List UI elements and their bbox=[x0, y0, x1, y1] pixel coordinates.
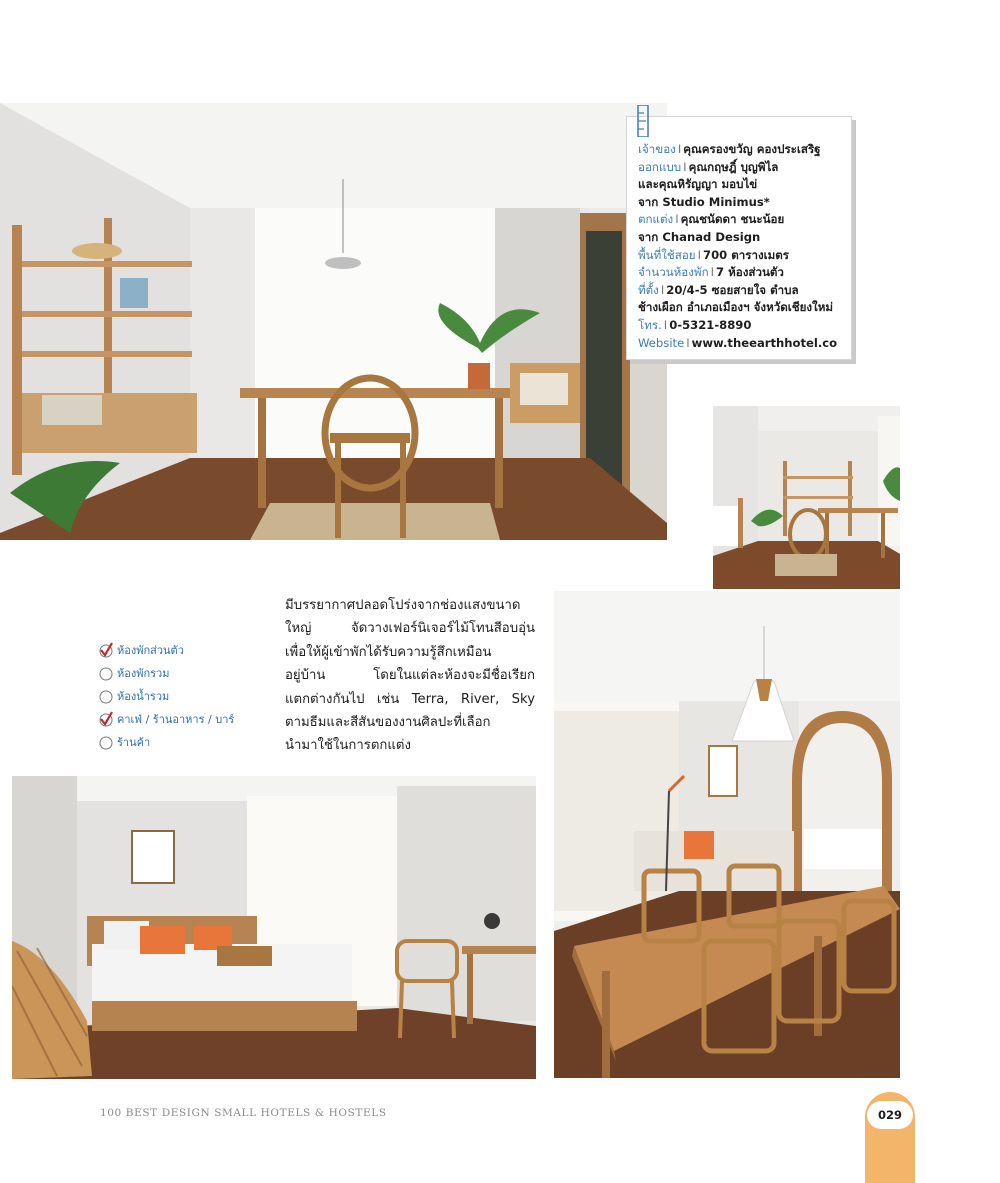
info-row-address: ที่ตั้ง I 20/4-5 ซอยสายใจ ตำบล bbox=[638, 282, 799, 297]
book-title-footer: 100 BEST DESIGN SMALL HOTELS & HOSTELS bbox=[100, 1107, 387, 1119]
photo-room-thumbnail bbox=[713, 406, 900, 589]
info-row-design-studio: จาก Studio Minimus* bbox=[638, 194, 770, 209]
checklist-item-dorm: ห้องพักรวม bbox=[98, 661, 234, 684]
photo-bedroom bbox=[12, 776, 536, 1079]
photo-study-room bbox=[0, 103, 667, 540]
info-row-design-cont: และคุณหิรัญญา มอบไข่ bbox=[638, 177, 758, 192]
checklist-item-cafe: คาเฟ่ / ร้านอาหาร / บาร์ bbox=[98, 707, 234, 730]
info-row-address-cont: ช้างเผือก อำเภอเมืองฯ จังหวัดเชียงใหม่ bbox=[638, 300, 833, 315]
checkbox-empty-icon bbox=[98, 734, 114, 750]
paragraph-line: ใหญ่ จัดวางเฟอร์นิเจอร์ไม้โทนสีอบอุ่น bbox=[285, 621, 535, 637]
photo-dining-room bbox=[554, 591, 900, 1078]
page-number: 029 bbox=[867, 1101, 913, 1129]
facility-checklist bbox=[98, 638, 234, 753]
checkbox-checked-icon bbox=[98, 711, 114, 727]
hotel-info-box bbox=[626, 116, 852, 360]
checkbox-checked-icon bbox=[98, 642, 114, 658]
paragraph-line: แตกต่างกันไป เช่น Terra, River, Sky bbox=[285, 691, 535, 707]
info-row-decor: ตกแต่ง I คุณชนัดดา ชนะน้อย bbox=[638, 212, 785, 227]
checklist-item-shared-bathroom: ห้องน้ำรวม bbox=[98, 684, 234, 707]
info-row-area: พื้นที่ใช้สอย I 700 ตารางเมตร bbox=[638, 247, 790, 262]
checklist-item-shop: ร้านค้า bbox=[98, 730, 234, 753]
ruler-icon bbox=[637, 105, 649, 137]
paragraph-line: มีบรรยากาศปลอดโปร่งจากช่องแสงขนาด bbox=[285, 598, 521, 613]
info-row-decor-studio: จาก Chanad Design bbox=[638, 229, 761, 244]
paragraph-line: ตามธีมและสีสันของงานศิลปะที่เลือก bbox=[285, 715, 491, 731]
info-row-phone: โทร. I 0-5321-8890 bbox=[638, 317, 752, 332]
paragraph-line: อยู่บ้าน โดยในแต่ละห้องจะมีชื่อเรียก bbox=[285, 668, 535, 684]
checkbox-empty-icon bbox=[98, 688, 114, 704]
info-row-website: Website I www.theearthhotel.co bbox=[638, 335, 838, 350]
info-row-rooms: จำนวนห้องพัก I 7 ห้องส่วนตัว bbox=[638, 265, 784, 280]
checkbox-empty-icon bbox=[98, 665, 114, 681]
info-row-design: ออกแบบ I คุณกฤษฎิ์ บุญพิไล bbox=[638, 159, 779, 174]
info-row-owner: เจ้าของ I คุณครองขวัญ คองประเสริฐ bbox=[638, 142, 821, 156]
description-paragraph bbox=[285, 594, 535, 758]
paragraph-line: เพื่อให้ผู้เข้าพักได้รับความรู้สึกเหมือน bbox=[285, 644, 492, 660]
paragraph-line: นำมาใช้ในการตกแต่ง bbox=[285, 738, 411, 754]
checklist-item-private-room: ห้องพักส่วนตัว bbox=[98, 638, 234, 661]
